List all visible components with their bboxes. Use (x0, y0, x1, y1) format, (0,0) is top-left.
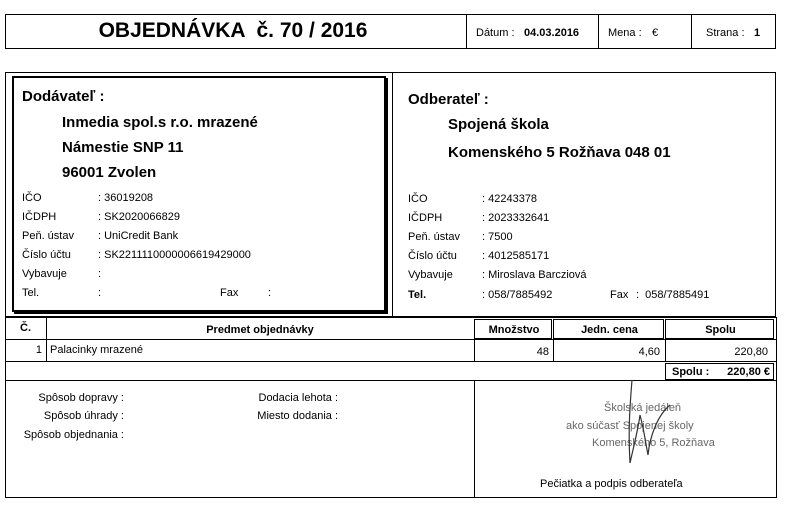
currency-label: Mena : (608, 27, 642, 39)
transport-label: Spôsob dopravy : (38, 392, 124, 404)
table-row-subject: Palacinky mrazené (50, 344, 143, 356)
customer-fax-value: : 058/7885491 (636, 289, 710, 301)
supplier-icdph-value: : SK2020066829 (98, 211, 180, 223)
customer-account-value: : 4012585171 (482, 250, 550, 262)
signature-caption: Pečiatka a podpis odberateľa (540, 478, 683, 490)
customer-bank-label: Peň. ústav (408, 231, 460, 243)
customer-handler-label: Vybavuje (408, 269, 453, 281)
col-unit-price-header: Jedn. cena (581, 324, 638, 336)
col-no-header: Č. (20, 322, 31, 334)
parties-divider (392, 72, 393, 317)
supplier-account-value: : SK2211110000006619429000 (98, 249, 251, 261)
delivery-place-label: Miesto dodania : (257, 410, 338, 422)
table-header-line (5, 339, 777, 340)
table-row-line (5, 361, 777, 362)
payment-label: Spôsob úhrady : (43, 410, 124, 422)
supplier-heading: Dodávateľ : (22, 88, 105, 105)
col-quantity-header: Množstvo (488, 324, 540, 336)
date-label: Dátum : (476, 27, 515, 39)
header-divider (466, 14, 467, 49)
stamp-line: ako súčasť Spojenej školy (566, 420, 694, 432)
supplier-city: 96001 Zvolen (62, 164, 157, 181)
table-left-edge (5, 317, 6, 497)
customer-address: Komenského 5 Rožňava 048 01 (448, 144, 671, 161)
page-label: Strana : (706, 27, 745, 39)
stamp-line: Komenského 5, Rožňava (592, 437, 715, 449)
table-top-line (5, 317, 777, 318)
page-value: 1 (754, 27, 761, 39)
supplier-phone-value: : (98, 287, 102, 299)
order-method-label: Spôsob objednania : (23, 429, 124, 441)
supplier-fax-label: Fax (220, 287, 239, 299)
order-title: OBJEDNÁVKA č. 70 / 2016 (98, 19, 368, 42)
customer-heading: Odberateľ : (408, 91, 489, 108)
currency-value: € (652, 27, 659, 39)
supplier-panel (12, 76, 386, 312)
supplier-bank-label: Peň. ústav (22, 230, 74, 242)
header-divider (598, 14, 599, 49)
table-row-no: 1 (35, 344, 42, 356)
table-row-total: 220,80 (734, 346, 768, 358)
customer-phone-label: Tel. (408, 289, 427, 301)
supplier-ico-label: IČO (22, 192, 42, 204)
sum-value: 220,80 € (727, 366, 770, 378)
table-row-quantity: 48 (536, 346, 549, 358)
table-row-unit-price: 4,60 (638, 346, 660, 358)
customer-account-label: Číslo účtu (408, 250, 457, 262)
customer-ico-value: : 42243378 (482, 193, 538, 205)
handwritten-signature (600, 375, 690, 470)
customer-bank-value: : 7500 (482, 231, 513, 243)
supplier-name: Inmedia spol.s r.o. mrazené (62, 114, 258, 131)
supplier-handler-value: : (98, 268, 102, 280)
customer-phone-value: : 058/7885492 (482, 289, 553, 301)
delivery-term-label: Dodacia lehota : (258, 392, 338, 404)
supplier-phone-label: Tel. (22, 287, 40, 299)
col-total-header: Spolu (705, 324, 736, 336)
table-right-edge (776, 317, 777, 497)
customer-handler-value: : Miroslava Barcziová (482, 269, 587, 281)
supplier-handler-label: Vybavuje (22, 268, 67, 280)
supplier-street: Námestie SNP 11 (62, 139, 184, 156)
customer-icdph-label: IČDPH (408, 212, 443, 224)
supplier-bank-value: : UniCredit Bank (98, 230, 179, 242)
supplier-ico-value: : 36019208 (98, 192, 154, 204)
footer-bottom-line (5, 497, 777, 498)
customer-fax-label: Fax (610, 289, 629, 301)
supplier-fax-value: : (268, 287, 272, 299)
supplier-icdph-label: IČDPH (22, 211, 57, 223)
supplier-account-label: Číslo účtu (22, 249, 71, 261)
footer-divider (474, 380, 475, 497)
stamp-line: Školská jedáleň (604, 402, 682, 414)
sum-label: Spolu : (672, 366, 710, 378)
date-value: 04.03.2016 (524, 27, 580, 39)
customer-ico-label: IČO (408, 193, 428, 205)
customer-icdph-value: : 2023332641 (482, 212, 550, 224)
customer-name: Spojená škola (448, 116, 549, 133)
header-divider (691, 14, 692, 49)
col-subject-header: Predmet objednávky (206, 324, 314, 336)
